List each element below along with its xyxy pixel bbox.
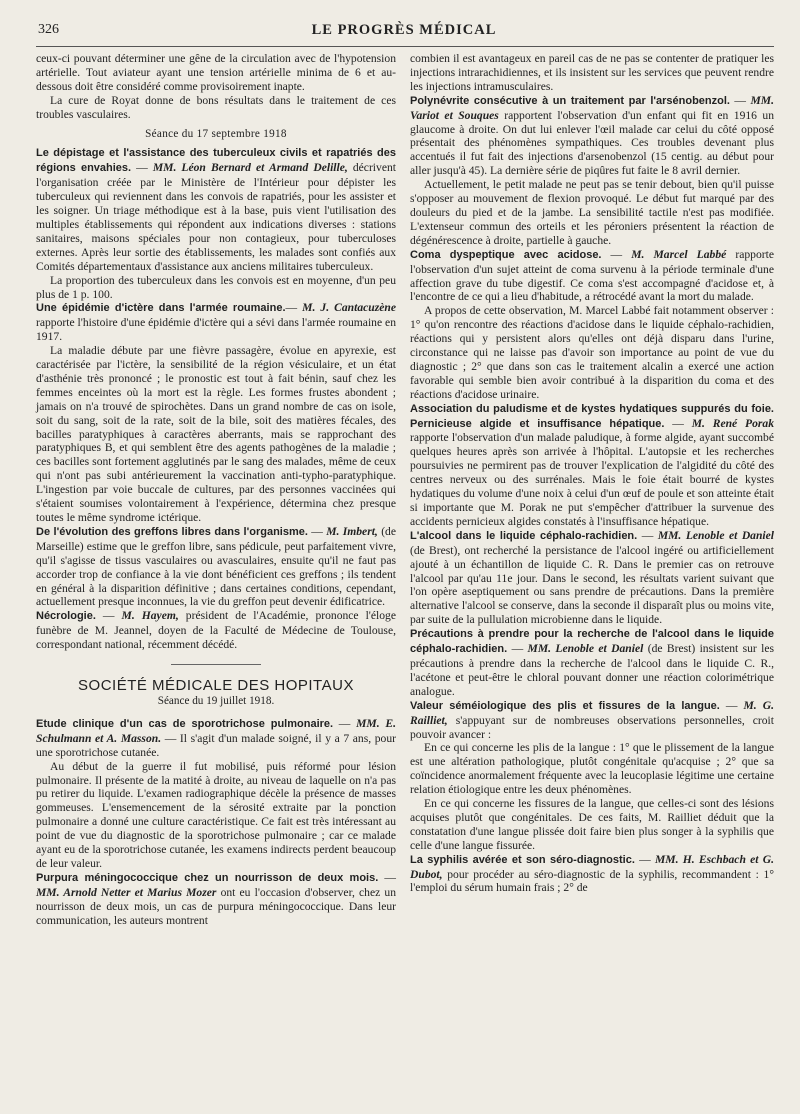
entry-title: Valeur séméiologique des plis et fissures de la langue. [410, 699, 720, 712]
left-column [36, 52, 396, 927]
paragraph: La maladie débute par une fièvre passagère, évolue en apyrexie, est caractérisée par l'ictère, la sensibilité de la région vésiculaire, et un état d'asthénie très prononcé ; le pronostic est tout à fait bénin, sauf chez les femmes enceintes où la mort est la règle. Les formes frustes abondent ; jamais on n'a trouvé de spirochètes. Dans un grand nombre de cas on isole, soit du sang, soit de la rate, soit de la bile, soit des matières fécales, des bacilles paratyphiques à caractères aberrants, mais se rapprochant des paratyphiques B, et qui semblent être des agents pathogènes de la maladie ; ces bacilles sont fortement agglutinés par le sang des malades, même de ceux qui n'ont pas subi antérieurement la vaccination anti-typho-paratyphique. L'ingestion par voie buccale de cultures, par des personnes vaccinées qui s'étaient soumises volontairement à l'expérience, détermina chez presque toutes le même syndrome ictérique. [36, 344, 396, 524]
paragraph: La proportion des tuberculeux dans les convois est en moyenne, d'un peu plus de 1 p. 100. [36, 273, 396, 301]
session-heading: Séance du 17 septembre 1918 [145, 127, 287, 140]
entry-title: L'alcool dans le liquide céphalo-rachidien. [410, 529, 638, 542]
abstract-entry: Purpura méningococcique chez un nourrisson de deux mois. — MM. Arnold Netter et Marius Mozer ont eu l'occasion d'observer, chez un nourrisson de deux mois, un cas de purpura méningococcique. Dans leur communication, les auteurs montrent [36, 870, 396, 927]
entry-text: rapportent l'observation d'un enfant qui fit en 1916 un glaucome à droite. On dut lui enlever l'œil malade car celui du côté opposé présentait des phénomènes sympathiques. Ces troubles devenant plus accentués il fut fait des injections d'arsenobenzol (15 centig. au début pour aller jusqu'à 45). La dernière série de piqûres fut faite le 8 avril dernier. [410, 108, 774, 178]
entry-authors: M. G. Railliet, [410, 698, 774, 727]
section-title: SOCIÉTÉ MÉDICALE DES HOPITAUX [78, 677, 354, 695]
entry-text: président de l'Académie, prononce l'éloge funèbre de M. Jeannel, doyen de la Faculté de Médecine de Toulouse, correspondant national, récemment décédé. [36, 609, 396, 652]
entry-title: Précautions à prendre pour la recherche de l'alcool dans le liquide céphalo-rachidien. [410, 628, 774, 656]
abstract-entry: La syphilis avérée et son séro-diagnostic. — MM. H. Eschbach et G. Dubot, pour procéder au séro-diagnostic de la syphilis, recommandent : 1° l'emploi du sérum humain frais ; 2° de [410, 852, 774, 895]
entry-title: Coma dyspeptique avec acidose. [410, 248, 602, 261]
session-heading: Séance du 19 juillet 1918. [157, 694, 275, 707]
abstract-entry: Nécrologie. — M. Hayem, président de l'Académie, prononce l'éloge funèbre de M. Jeannel, doyen de la Faculté de Médecine de Toulouse, correspondant national, récemment décédé. [36, 609, 396, 652]
abstract-entry: Etude clinique d'un cas de sporotrichose pulmonaire. — MM. E. Schulmann et A. Masson. — Il s'agit d'un malade soigné, il y a 7 ans, pour une sporotrichose cutanée. [36, 716, 396, 759]
entry-authors: M. Imbert, [326, 524, 378, 538]
paragraph: ceux-ci pouvant déterminer une gêne de la circulation avec de l'hypotension artérielle. Tout aviateur ayant une tension artérielle minima de 6 et au-dessous doit être considéré comme provisoirement inapte. [36, 52, 396, 93]
entry-title: Etude clinique d'un cas de sporotrichose pulmonaire. [36, 717, 334, 730]
entry-title: Purpura méningococcique chez un nourrisson de deux mois. [36, 871, 379, 884]
journal-title: LE PROGRÈS MÉDICAL [311, 22, 497, 38]
entry-authors: MM. Variot et Souques [410, 93, 774, 122]
entry-text: (de Marseille) estime que le greffon libre, sans pédicule, peut parfaitement vivre, qu'il s'agisse de tissus vasculaires ou avasculaires, ensuite qu'il ne faut pas accorder trop de confiance à la vie dont bénéficient ces greffons ; ils tendent en général à la disparition définitive ; dans certaines conditions, cependant, actuellement presque inconnues, la vie du greffon peut devenir édificatrice. [36, 524, 396, 609]
abstract-entry: Polynévrite consécutive à un traitement par l'arsénobenzol. — MM. Variot et Souques rapportent l'observation d'un enfant qui fit en 1916 un glaucome à droite. On dut lui enlever l'œil malade car celui du côté opposé présentait des phénomènes sympathiques. Ces troubles devenant plus accentués il fut fait des injections d'arsenobenzol (15 centig. au début pour aller jusqu'à 45). La dernière série de piqûres fut faite le 8 avril dernier. [410, 93, 774, 178]
page-number: 326 [38, 22, 59, 37]
paragraph: A propos de cette observation, M. Marcel Labbé fait notamment observer : 1° qu'on rencontre des réactions d'acidose dans le liquide céphalo-rachidien, réactions qui y persistent alors qu'elles ont déjà disparu dans l'urine, circonstance qui ne laisse pas d'avoir son importance au point de vue du diagnostic ; 2° que dans son cas le traitement alcalin a exercé une action favorable qui semble bien avoir contribué à la disparition du coma et des réactions d'acidose urinaire. [410, 304, 774, 401]
abstract-entry: Coma dyspeptique avec acidose. — M. Marcel Labbé rapporte l'observation d'un sujet atteint de coma survenu à la période terminale d'une affection grave du tube digestif. Ce coma s'est accompagné d'acidose et, à l'encontre de ce qui a lieu d'habitude, a rétrocédé avant la mort du malade. [410, 247, 774, 304]
page-header [38, 22, 770, 44]
entry-authors: MM. Lenoble et Daniel [657, 528, 775, 542]
entry-text: (de Brest) insistent sur les précautions à prendre dans la recherche de l'alcool dans le liquide C. R., l'acétone et peut-être le chloral pouvant donner une réaction colorimétrique analogue. [410, 642, 775, 698]
abstract-entry: Une épidémie d'ictère dans l'armée roumaine.— M. J. Cantacuzène rapporte l'histoire d'une épidémie d'ictère qui a sévi dans l'armée roumaine en 1917. [36, 301, 396, 344]
entry-text: décrivent l'organisation créée par le Ministère de l'Intérieur pour dépister les tuberculeux qui reviennent dans les convois de rapatriés, pour les assister et les soigner. Un triage méthodique est à la base, puis vient l'utilisation des multiples établissements qui répondent aux indications diverses : stations sanitaires, maisons spéciales pour non contagieux, pour tuberculoses externes. Après leur sortie des établissements, les malades sont confiés aux Comités départementaux d'assistance aux anciens militaires tuberculeux. [36, 161, 396, 273]
entry-text: pour procéder au séro-diagnostic de la syphilis, recommandent : 1° l'emploi du sérum humain frais ; 2° de [410, 867, 774, 895]
entry-text: rapporte l'observation d'un sujet atteint de coma survenu à la période terminale d'une affection grave du tube digestif. Ce coma s'est accompagné d'acidose et, à l'encontre de ce qui a lieu d'habitude, a rétrocédé avant la mort du malade. [410, 247, 774, 304]
entry-title: De l'évolution des greffons libres dans l'organisme. [36, 525, 308, 538]
paragraph: La cure de Royat donne de bons résultats dans le traitement de ces troubles vasculaires. [36, 93, 396, 121]
entry-authors: MM. E. Schulmann et A. Masson. [36, 716, 396, 745]
abstract-entry: Le dépistage et l'assistance des tuberculeux civils et rapatriés des régions envahies. — MM. Léon Bernard et Armand Delille, décrivent l'organisation créée par le Ministère de l'Intérieur pour dépister les tuberculeux qui reviennent dans les convois de rapatriés, pour les assister et les soigner. Un triage méthodique est à la base, puis vient l'utilisation des multiples établissements qui répondent aux indications diverses : stations sanitaires, maisons spéciales pour non contagieux, pour tuberculoses externes. Après leur sortie des établissements, les malades sont confiés aux Comités départementaux d'assistance aux anciens militaires tuberculeux. [36, 147, 396, 273]
entry-title: Nécrologie. [36, 610, 96, 623]
entry-text: rapporte l'observation d'un malade paludique, à forme algide, ayant succombé quelques heures après son arrivée à l'hôpital. L'autopsie et les recherches poursuivies ne permirent pas de trouver l'explication de l'algidité du côté des centres nerveux ou des surrénales. Mais le foie était bourré de kystes hydatiques du volume d'une noix à celui d'un œuf de poule et son atteinte était si importante que M. Porak ne put s'empêcher d'attribuer la survenue des accidents pernicieux algides constatés à l'insuffisance hépatique. [410, 431, 774, 528]
entry-authors: M. Marcel Labbé [631, 247, 727, 261]
paragraph: Au début de la guerre il fut mobilisé, puis réformé pour lésion pulmonaire. Il présente de la matité à droite, au niveau de laquelle on n'a pas pu retirer du liquide. L'examen radiographique décèle la présence de masses gommeuses. L'ensemencement de la sérosité extraite par la ponction pulmonaire a donné une culture caractéristique. Ce fait est très intéressant au point de vue du diagnostic de la sporotrichose pulmonaire ; car ce malade ayant eu de la sporotrichose cutanée, les examens indirects perdent beaucoup de leur valeur. [36, 759, 396, 870]
entry-text: ont eu l'occasion d'observer, chez un nourrisson de deux mois, un cas de purpura méningococcique. Dans leur communication, les auteurs montrent [36, 885, 396, 927]
abstract-entry: Association du paludisme et de kystes hydatiques suppurés du foie. Pernicieuse algide et insuffisance hépatique. — M. René Porak rapporte l'observation d'un malade paludique, à forme algide, ayant succombé quelques heures après son arrivée à l'hôpital. L'autopsie et les recherches poursuivies ne permirent pas de trouver l'explication de l'algidité du côté des centres nerveux ou des surrénales. Mais le foie était bourré de kystes hydatiques du volume d'une noix à celui d'un œuf de poule et son atteinte était si importante que M. Porak ne put s'empêcher d'attribuer la survenue des accidents pernicieux algides constatés à l'insuffisance hépatique. [410, 402, 774, 528]
entry-title: Une épidémie d'ictère dans l'armée roumaine. [36, 302, 286, 315]
entry-title: Association du paludisme et de kystes hydatiques suppurés du foie. Pernicieuse algide et insuffisance hépatique. [410, 402, 774, 430]
header-rule [36, 46, 774, 47]
entry-title: La syphilis avérée et son séro-diagnostic. [410, 853, 635, 866]
section-divider [171, 664, 261, 665]
entry-authors: M. René Porak [691, 416, 774, 430]
entry-authors: MM. Léon Bernard et Armand Delille, [152, 161, 348, 175]
entry-authors: MM. Lenoble et Daniel [527, 642, 644, 656]
entry-title: Le dépistage et l'assistance des tuberculeux civils et rapatriés des régions envahies. [36, 147, 396, 175]
paragraph: Actuellement, le petit malade ne peut pas se tenir debout, bien qu'il puisse s'opposer au mouvement de flexion provoqué. Le début fut marqué par des douleurs du pied et de la jambe. La sensibilité tactile n'est pas modifiée. L'extenseur commun des orteils et les péroniers présentent la réaction de dégénérescence à droite, partielle à gauche. [410, 178, 774, 247]
entry-text: rapporte l'histoire d'une épidémie d'ictère qui a sévi dans l'armée roumaine en 1917. [36, 316, 396, 344]
paragraph: En ce qui concerne les plis de la langue : 1° que le plissement de la langue est une altération pathologique, plutôt congénitale qu'acquise ; 2° que sa coïncidence anormalement fréquente avec la leucoplasie légitime une certaine relation étiologique entre les deux phénomènes. [410, 741, 774, 797]
abstract-entry: Valeur séméiologique des plis et fissures de la langue. — M. G. Railliet, s'appuyant sur de nombreuses observations personnelles, croit pouvoir avancer : [410, 698, 775, 741]
entry-text: Il s'agit d'un malade soigné, il y a 7 ans, pour une sporotrichose cutanée. [36, 731, 396, 759]
paragraph: En ce qui concerne les fissures de la langue, que celles-ci sont des lésions acquises plutôt que congénitales. De ces faits, M. Railliet déduit que la constatation d'une langue plissée doit faire bien plus songer à la syphilis que celle d'une langue fissurée. [410, 797, 774, 852]
abstract-entry: Précautions à prendre pour la recherche de l'alcool dans le liquide céphalo-rachidien. — MM. Lenoble et Daniel (de Brest) insistent sur les précautions à prendre dans la recherche de l'alcool dans le liquide C. R., l'acétone et peut-être le chloral pouvant donner une réaction colorimétrique analogue. [410, 628, 775, 698]
right-column [410, 52, 774, 895]
entry-authors: M. J. Cantacuzène [302, 301, 396, 315]
entry-text: (de Brest), ont recherché la persistance de l'alcool ingéré ou artificiellement ajouté à un échantillon de liquide C. R. Dans le premier cas on retrouve l'alcool par qu'au 11e jour. Dans le second, les résultats varient suivant que l'on opère aseptiquement ou sans prendre de précautions. Dans la première alternative l'alcool se conserve, dans la seconde il disparaît plus ou moins vite, par suite de la pullulation microbienne dans le liquide. [410, 543, 774, 627]
entry-authors: MM. H. Eschbach et G. Dubot, [410, 852, 774, 881]
entry-authors: M. Hayem, [121, 609, 179, 623]
paragraph: combien il est avantageux en pareil cas de ne pas se contenter de pratiquer les injections intrarachidiennes, et ils insistent sur les services que peuvent rendre les injections intramusculaires. [410, 52, 774, 93]
entry-title: Polynévrite consécutive à un traitement par l'arsénobenzol. [410, 94, 730, 107]
abstract-entry: L'alcool dans le liquide céphalo-rachidien. — MM. Lenoble et Daniel (de Brest), ont recherché la persistance de l'alcool ingéré ou artificiellement ajouté à un échantillon de liquide C. R. Dans le premier cas on retrouve l'alcool par qu'au 11e jour. Dans le second, les résultats varient suivant que l'on opère aseptiquement ou sans prendre de précautions. Dans la première alternative l'alcool se conserve, dans la seconde il disparaît plus ou moins vite, par suite de la pullulation microbienne dans le liquide. [410, 528, 775, 627]
abstract-entry: De l'évolution des greffons libres dans l'organisme. — M. Imbert, (de Marseille) estime que le greffon libre, sans pédicule, peut parfaitement vivre, qu'il s'agisse de tissus vasculaires ou avasculaires, ensuite qu'il ne faut pas accorder trop de confiance à la vie dont bénéficient ces greffons ; ils tendent en général à la disparition définitive ; dans certaines conditions, cependant, actuellement presque inconnues, la vie du greffon peut devenir édificatrice. [36, 524, 396, 609]
entry-authors: MM. Arnold Netter et Marius Mozer [36, 885, 217, 899]
entry-text: s'appuyant sur de nombreuses observations personnelles, croit pouvoir avancer : [410, 713, 775, 741]
